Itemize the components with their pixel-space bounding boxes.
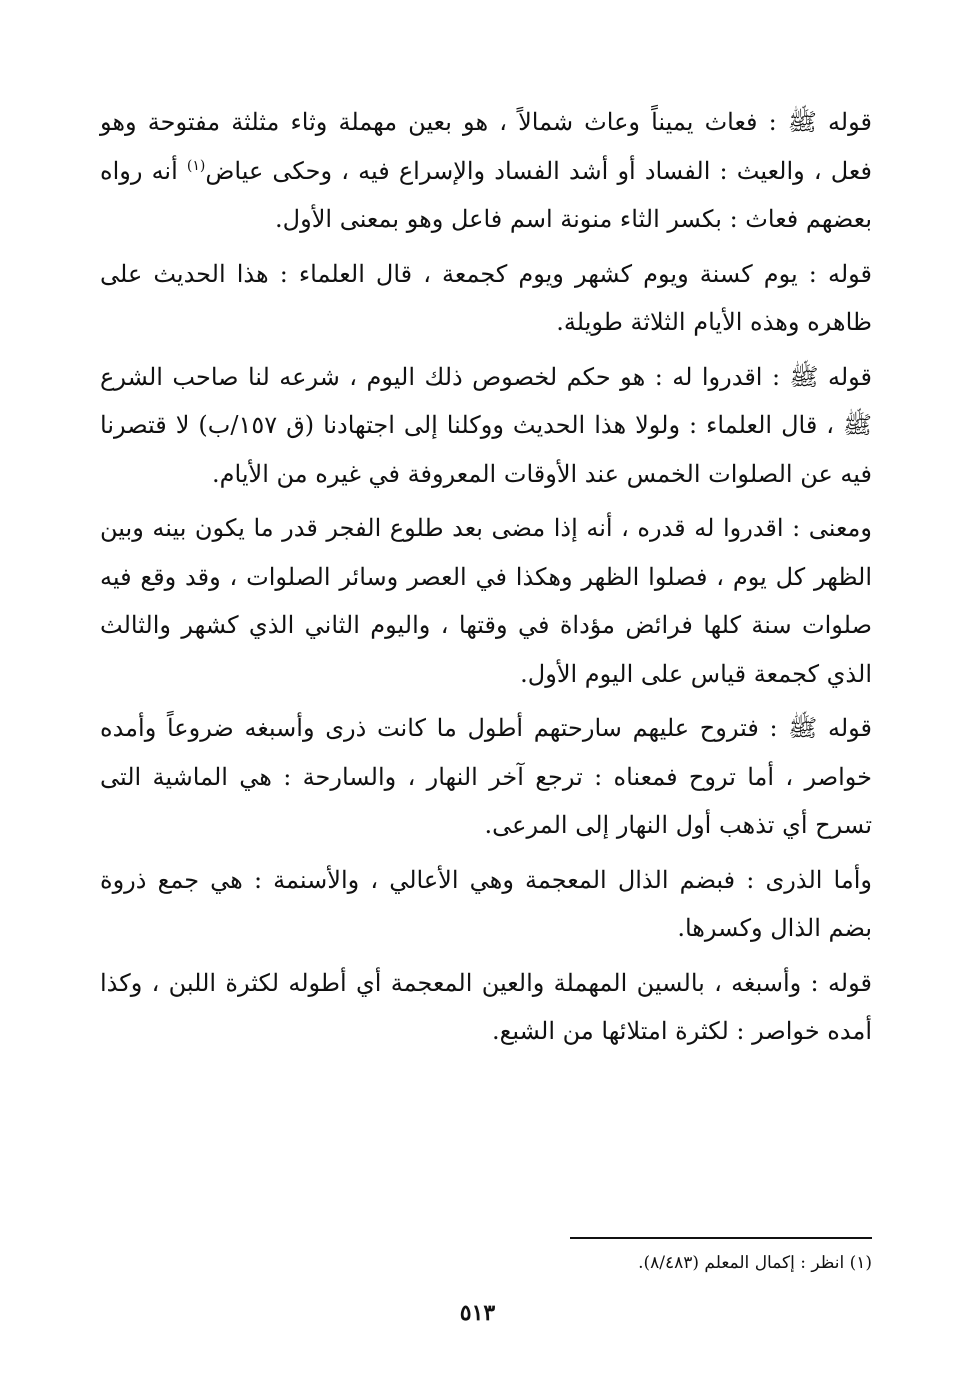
- paragraph-2: قوله : يوم كسنة ويوم كشهر ويوم كجمعة ، قال العلماء : هذا الحديث على ظاهره وهذه الأيام الثلاثة طويلة.: [100, 259, 872, 336]
- paragraph-5: قوله ﷺ : فتروح عليهم سارحتهم أطول ما كانت ذرى وأسبغه ضروعاً وأمده خواصر ، أما تروح فمعناه : ترجع آخر النهار ، والسارحة : هي الماشية التى تسرح أي تذهب أول النهار إلى المرعى.: [100, 714, 872, 839]
- footnote-reference[interactable]: (١): [186, 157, 206, 174]
- paragraph-1-text-cont: أنه رواه بعضهم فعاث : بكسر الثاء منونة اسم فاعل وهو بمعنى الأول.: [100, 156, 872, 233]
- paragraph-1-text: قوله ﷺ : فعاث يميناً وعاث شمالاً ، هو بعين مهملة وثاء مثلثة مفتوحة وهو فعل ، والعيث : الفساد أو أشد الفساد والإسراع فيه ، وحكى عياض: [100, 108, 872, 185]
- paragraph-7: قوله : وأسبغه ، بالسين المهملة والعين المعجمة أي أطوله لكثرة اللبن ، وكذا أمده خواصر : لكثرة امتلائها من الشبع.: [100, 968, 872, 1045]
- paragraph-3: قوله ﷺ : اقدروا له : هو حكم لخصوص ذلك اليوم ، شرعه لنا صاحب الشرع ﷺ ، قال العلماء : ولولا هذا الحديث ووكلنا إلى اجتهادنا (ق ١٥٧/ب) لا قتصرنا فيه عن الصلوات الخمس عند الأوقات المعروفة في غيره من الأيام.: [100, 362, 873, 488]
- paragraph-1: [100, 98, 872, 244]
- footnote: (١) انظر : إكمال المعلم (٨/٤٨٣).: [638, 1253, 872, 1273]
- page-body: [100, 98, 872, 1062]
- footnote-divider: [570, 1237, 872, 1239]
- paragraph-4: ومعنى : اقدروا له قدره ، أنه إذا مضى بعد طلوع الفجر قدر ما يكون بينه وبين الظهر كل يوم ، فصلوا الظهر وهكذا في العصر وسائر الصلوات ، وقد وقع فيه صلوات سنة كلها فرائض مؤداة في وقتها ، واليوم الثاني الذي كشهر والثالث الذي كجمعة قياس على اليوم الأول.: [100, 514, 872, 688]
- paragraph-6: وأما الذرى : فبضم الذال المعجمة وهي الأعالي ، والأسنمة : هي جمع ذروة بضم الذال وكسرها.: [100, 865, 872, 942]
- page-number: ٥١٣: [459, 1300, 496, 1326]
